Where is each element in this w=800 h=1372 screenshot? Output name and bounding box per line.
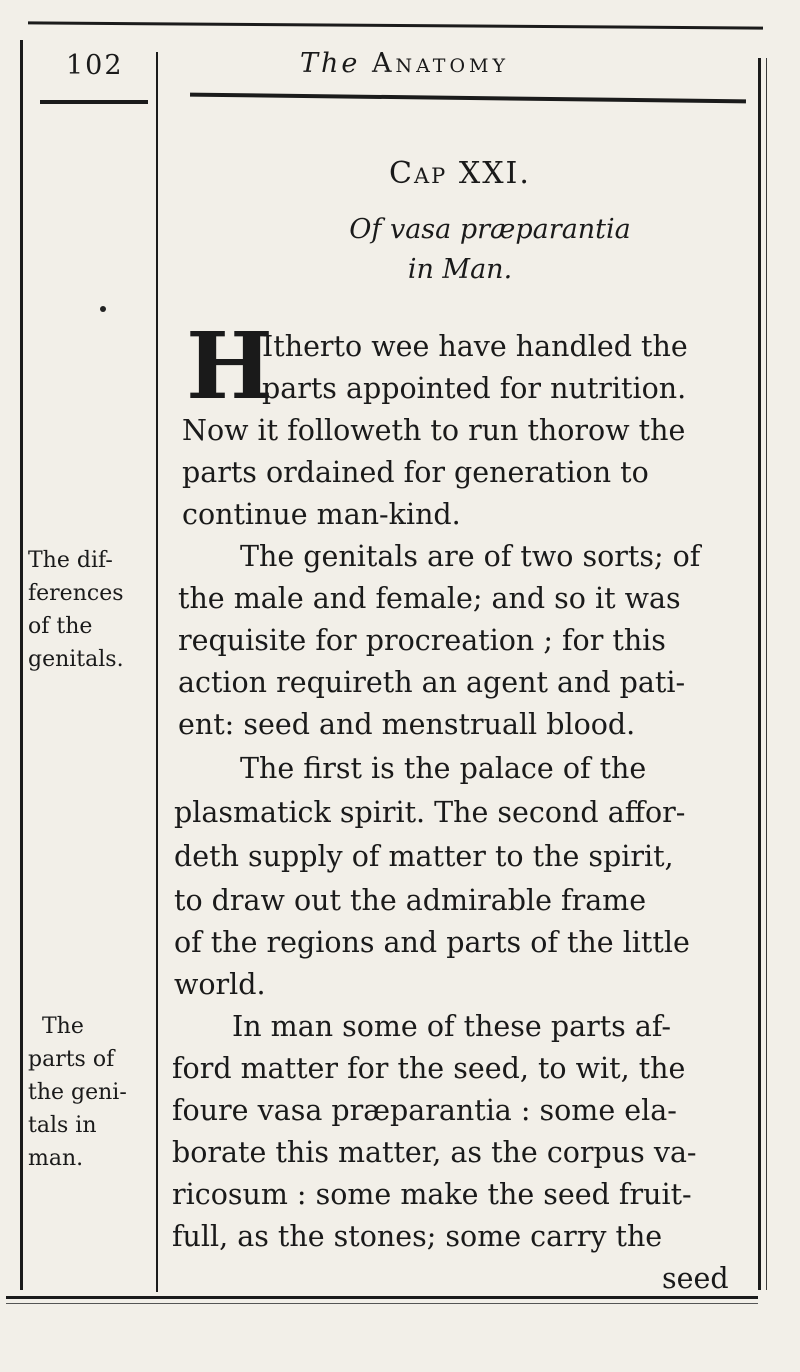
body-line: the male and female; and so it was <box>178 582 681 615</box>
left-frame-rule <box>20 40 23 1290</box>
margin-note-line: parts of <box>28 1047 115 1072</box>
page-number: 102 <box>66 50 124 81</box>
running-head-anatomy: Anatomy <box>371 48 510 79</box>
body-line: The genitals are of two sorts; of <box>240 540 701 573</box>
body-line: deth supply of matter to the spirit, <box>174 840 674 873</box>
margin-note-line: The <box>42 1014 84 1039</box>
body-line: The first is the palace of the <box>240 752 647 785</box>
body-line: full, as the stones; some carry the <box>172 1220 663 1253</box>
body-line: action requireth an agent and pati- <box>178 666 686 699</box>
running-head-the: The <box>300 48 361 79</box>
body-line: borate this matter, as the corpus va- <box>172 1136 697 1169</box>
chapter-subtitle-line2: in Man. <box>407 254 513 285</box>
margin-note-parts <box>28 1010 152 1175</box>
body-line: world. <box>174 968 266 1001</box>
top-rule <box>28 21 763 29</box>
drop-cap: H <box>186 312 273 420</box>
running-head <box>300 48 720 79</box>
margin-note-line: the geni- <box>28 1080 127 1105</box>
body-line: seed <box>662 1262 729 1295</box>
header-rule <box>190 93 746 104</box>
body-line: Now it followeth to run thorow the <box>182 414 686 447</box>
margin-note-line: genitals. <box>28 647 124 672</box>
body-line: parts appointed for nutrition. <box>262 372 687 405</box>
body-line: ricosum : some make the seed fruit- <box>172 1178 692 1211</box>
margin-divider-rule <box>156 52 158 1292</box>
body-line: plasmatick spirit. The second affor- <box>174 796 686 829</box>
body-line: requisite for procreation ; for this <box>178 624 666 657</box>
body-line: foure vasa præparantia : some ela- <box>172 1094 677 1127</box>
margin-note-line: ferences <box>28 581 124 606</box>
body-line: continue man-kind. <box>182 498 461 531</box>
margin-note-line: of the <box>28 614 93 639</box>
body-line: In man some of these parts af- <box>232 1010 671 1043</box>
body-line: to draw out the admirable frame <box>174 884 647 917</box>
margin-header-rule <box>40 100 148 104</box>
margin-note-line: man. <box>28 1146 84 1171</box>
body-line: ford matter for the seed, to wit, the <box>172 1052 686 1085</box>
margin-note-line: tals in <box>28 1113 97 1138</box>
margin-note-line: The dif- <box>28 548 113 573</box>
bottom-rule <box>6 1296 758 1299</box>
body-line: parts ordained for generation to <box>182 456 649 489</box>
bottom-inner-rule <box>6 1303 758 1304</box>
chapter-title: Cap XXI. <box>389 156 531 191</box>
ink-speck <box>100 306 106 312</box>
margin-note-differences <box>28 544 152 676</box>
chapter-subtitle-line1: Of vasa præparantia <box>349 214 631 245</box>
body-line: of the regions and parts of the little <box>174 926 690 959</box>
body-line: ent: seed and menstruall blood. <box>178 708 636 741</box>
body-line: Itherto wee have handled the <box>262 330 688 363</box>
